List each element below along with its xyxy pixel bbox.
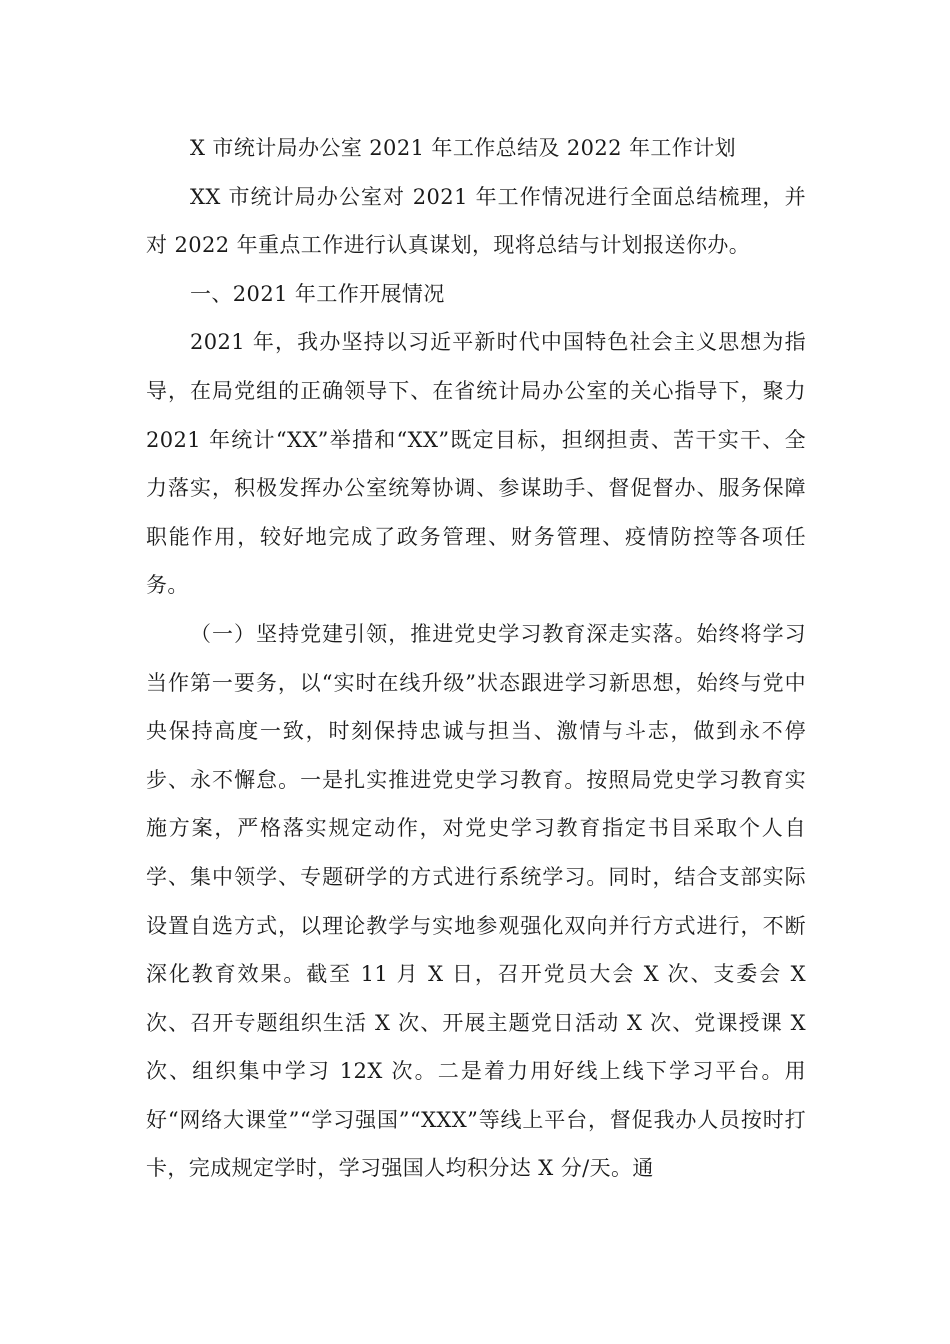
section-heading: 一、2021 年工作开展情况 [190,281,445,306]
document-body [146,124,806,1193]
document-title: X 市统计局办公室 2021 年工作总结及 2022 年工作计划 [190,136,737,160]
body-paragraph: 2021 年，我办坚持以习近平新时代中国特色社会主义思想为指导，在局党组的正确领导下、在省统计局办公室的关心指导下，聚力 2021 年统计“XX”举措和“XX”既定目标，担纲担责、苦干实干、全力落实，积极发挥办公室统筹协调、参谋助手、督促督办、服务保障职能作用，较好地完成了政务管理、财务管理、疫情防控等各项任务。 [146,330,806,598]
body-paragraph: （一）坚持党建引领，推进党史学习教育深走实落。始终将学习当作第一要务，以“实时在线升级”状态跟进学习新思想，始终与党中央保持高度一致，时刻保持忠诚与担当、激情与斗志，做到永不停步、永不懈怠。一是扎实推进党史学习教育。按照局党史学习教育实施方案，严格落实规定动作，对党史学习教育指定书目采取个人自学、集中领学、专题研学的方式进行系统学习。同时，结合支部实际设置自选方式，以理论教学与实地参观强化双向并行方式进行，不断深化教育效果。截至 11 月 X 日，召开党员大会 X 次、支委会 X 次、召开专题组织生活 X 次、开展主题党日活动 X 次、党课授课 X 次、组织集中学习 12X 次。二是着力用好线上线下学习平台。用好“网络大课堂”“学习强国”“XXX”等线上平台，督促我办人员按时打卡，完成规定学时，学习强国人均积分达 X 分/天。通 [146,621,806,1181]
intro-paragraph: XX 市统计局办公室对 2021 年工作情况进行全面总结梳理，并对 2022 年重点工作进行认真谋划，现将总结与计划报送你办。 [146,184,806,258]
